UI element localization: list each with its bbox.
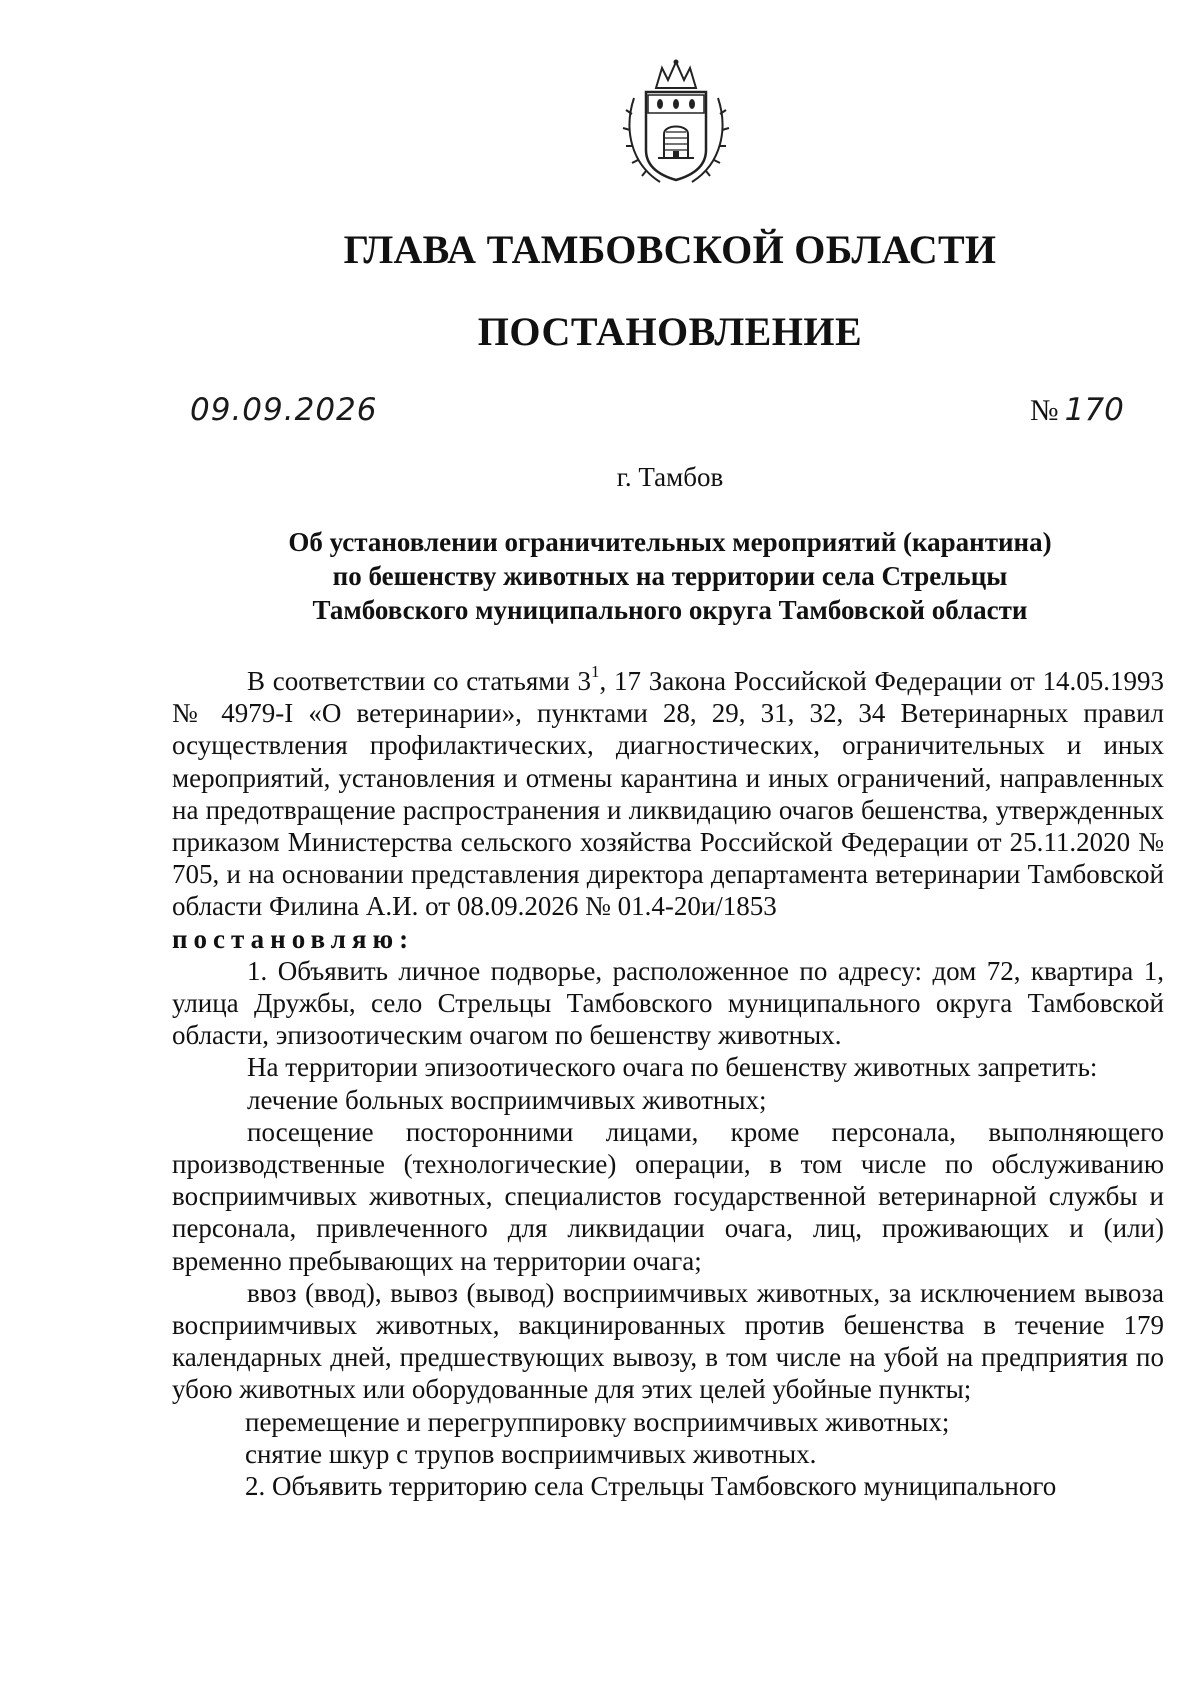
number-sign: № bbox=[1030, 394, 1059, 427]
preamble-paragraph bbox=[172, 662, 1164, 923]
title-line-3: Тамбовского муниципального округа Тамбовской области bbox=[312, 595, 1028, 625]
coat-of-arms-emblem bbox=[620, 58, 732, 190]
authority-heading: ГЛАВА ТАМБОВСКОЙ ОБЛАСТИ bbox=[343, 227, 997, 272]
preamble-start: В соответствии со статьями 3 bbox=[247, 666, 592, 696]
document-body bbox=[172, 662, 1164, 1502]
title-line-1: Об установлении ограничительных мероприятий (карантина) bbox=[288, 527, 1052, 557]
document-type-heading: ПОСТАНОВЛЕНИЕ bbox=[477, 309, 863, 354]
prohibition-item-skinning: снятие шкур с трупов восприимчивых животных. bbox=[245, 1438, 817, 1469]
document-title bbox=[170, 525, 1170, 627]
document-date: 09.09.2026 bbox=[190, 392, 378, 428]
number-value: 170 bbox=[1064, 392, 1124, 428]
decree-word: постановляю: bbox=[172, 923, 415, 954]
prohibition-item-treatment: лечение больных восприимчивых животных; bbox=[247, 1084, 767, 1115]
decree-word-line bbox=[172, 923, 1164, 955]
preamble-rest: , 17 Закона Российской Федерации от 14.05.1993 № 4979-I «О ветеринарии», пунктами 28, 29, 31, 32, 34 Ветеринарных правил осуществления профилактических, диагностических, ограничительных и иных мероприятий, установления и отмены карантина и иных ограничений, направленных на предотвращение распространения и ликвидацию очагов бешенства, утвержденных приказом Министерства сельского хозяйства Российской Федерации от 25.11.2020 № 705, и на основании представления директора департамента ветеринарии Тамбовской области Филина А.И. от 08.09.2026 № 01.4-20и/1853 bbox=[172, 666, 1164, 922]
prohibition-item-visits: посещение посторонними лицами, кроме персонала, выполняющего производственные (технологические) операции, в том числе по обслуживанию восприимчивых животных, специалистов государственной ветеринарной службы и персонала, привлеченного для ликвидации очага, лиц, проживающих и (или) временно пребывающих на территории очага; bbox=[172, 1116, 1164, 1276]
document-number bbox=[1030, 392, 1124, 428]
article-superscript: 1 bbox=[591, 662, 600, 681]
paragraph-2: 2. Объявить территорию села Стрельцы Тамбовского муниципального bbox=[245, 1471, 1057, 1502]
title-line-2: по бешенству животных на территории села Стрельцы bbox=[332, 561, 1008, 591]
prohibition-item-transport: ввоз (ввод), вывоз (вывод) восприимчивых животных, за исключением вывоза восприимчивых животных, вакцинированных против бешенства в течение 179 календарных дней, предшествующих вывозу, в том числе на убой на предприятия по убою животных или оборудованные для этих целей убойные пункты; bbox=[172, 1277, 1164, 1405]
prohibition-intro: На территории эпизоотического очага по бешенству животных запретить: bbox=[247, 1052, 1098, 1083]
paragraph-1: 1. Объявить личное подворье, расположенное по адресу: дом 72, квартира 1, улица Дружбы, село Стрельцы Тамбовского муниципального округа Тамбовской области, эпизоотическим очагом по бешенству животных. bbox=[172, 955, 1164, 1051]
city-line: г. Тамбов bbox=[616, 462, 724, 492]
prohibition-item-regrouping: перемещение и перегруппировку восприимчивых животных; bbox=[245, 1406, 950, 1437]
